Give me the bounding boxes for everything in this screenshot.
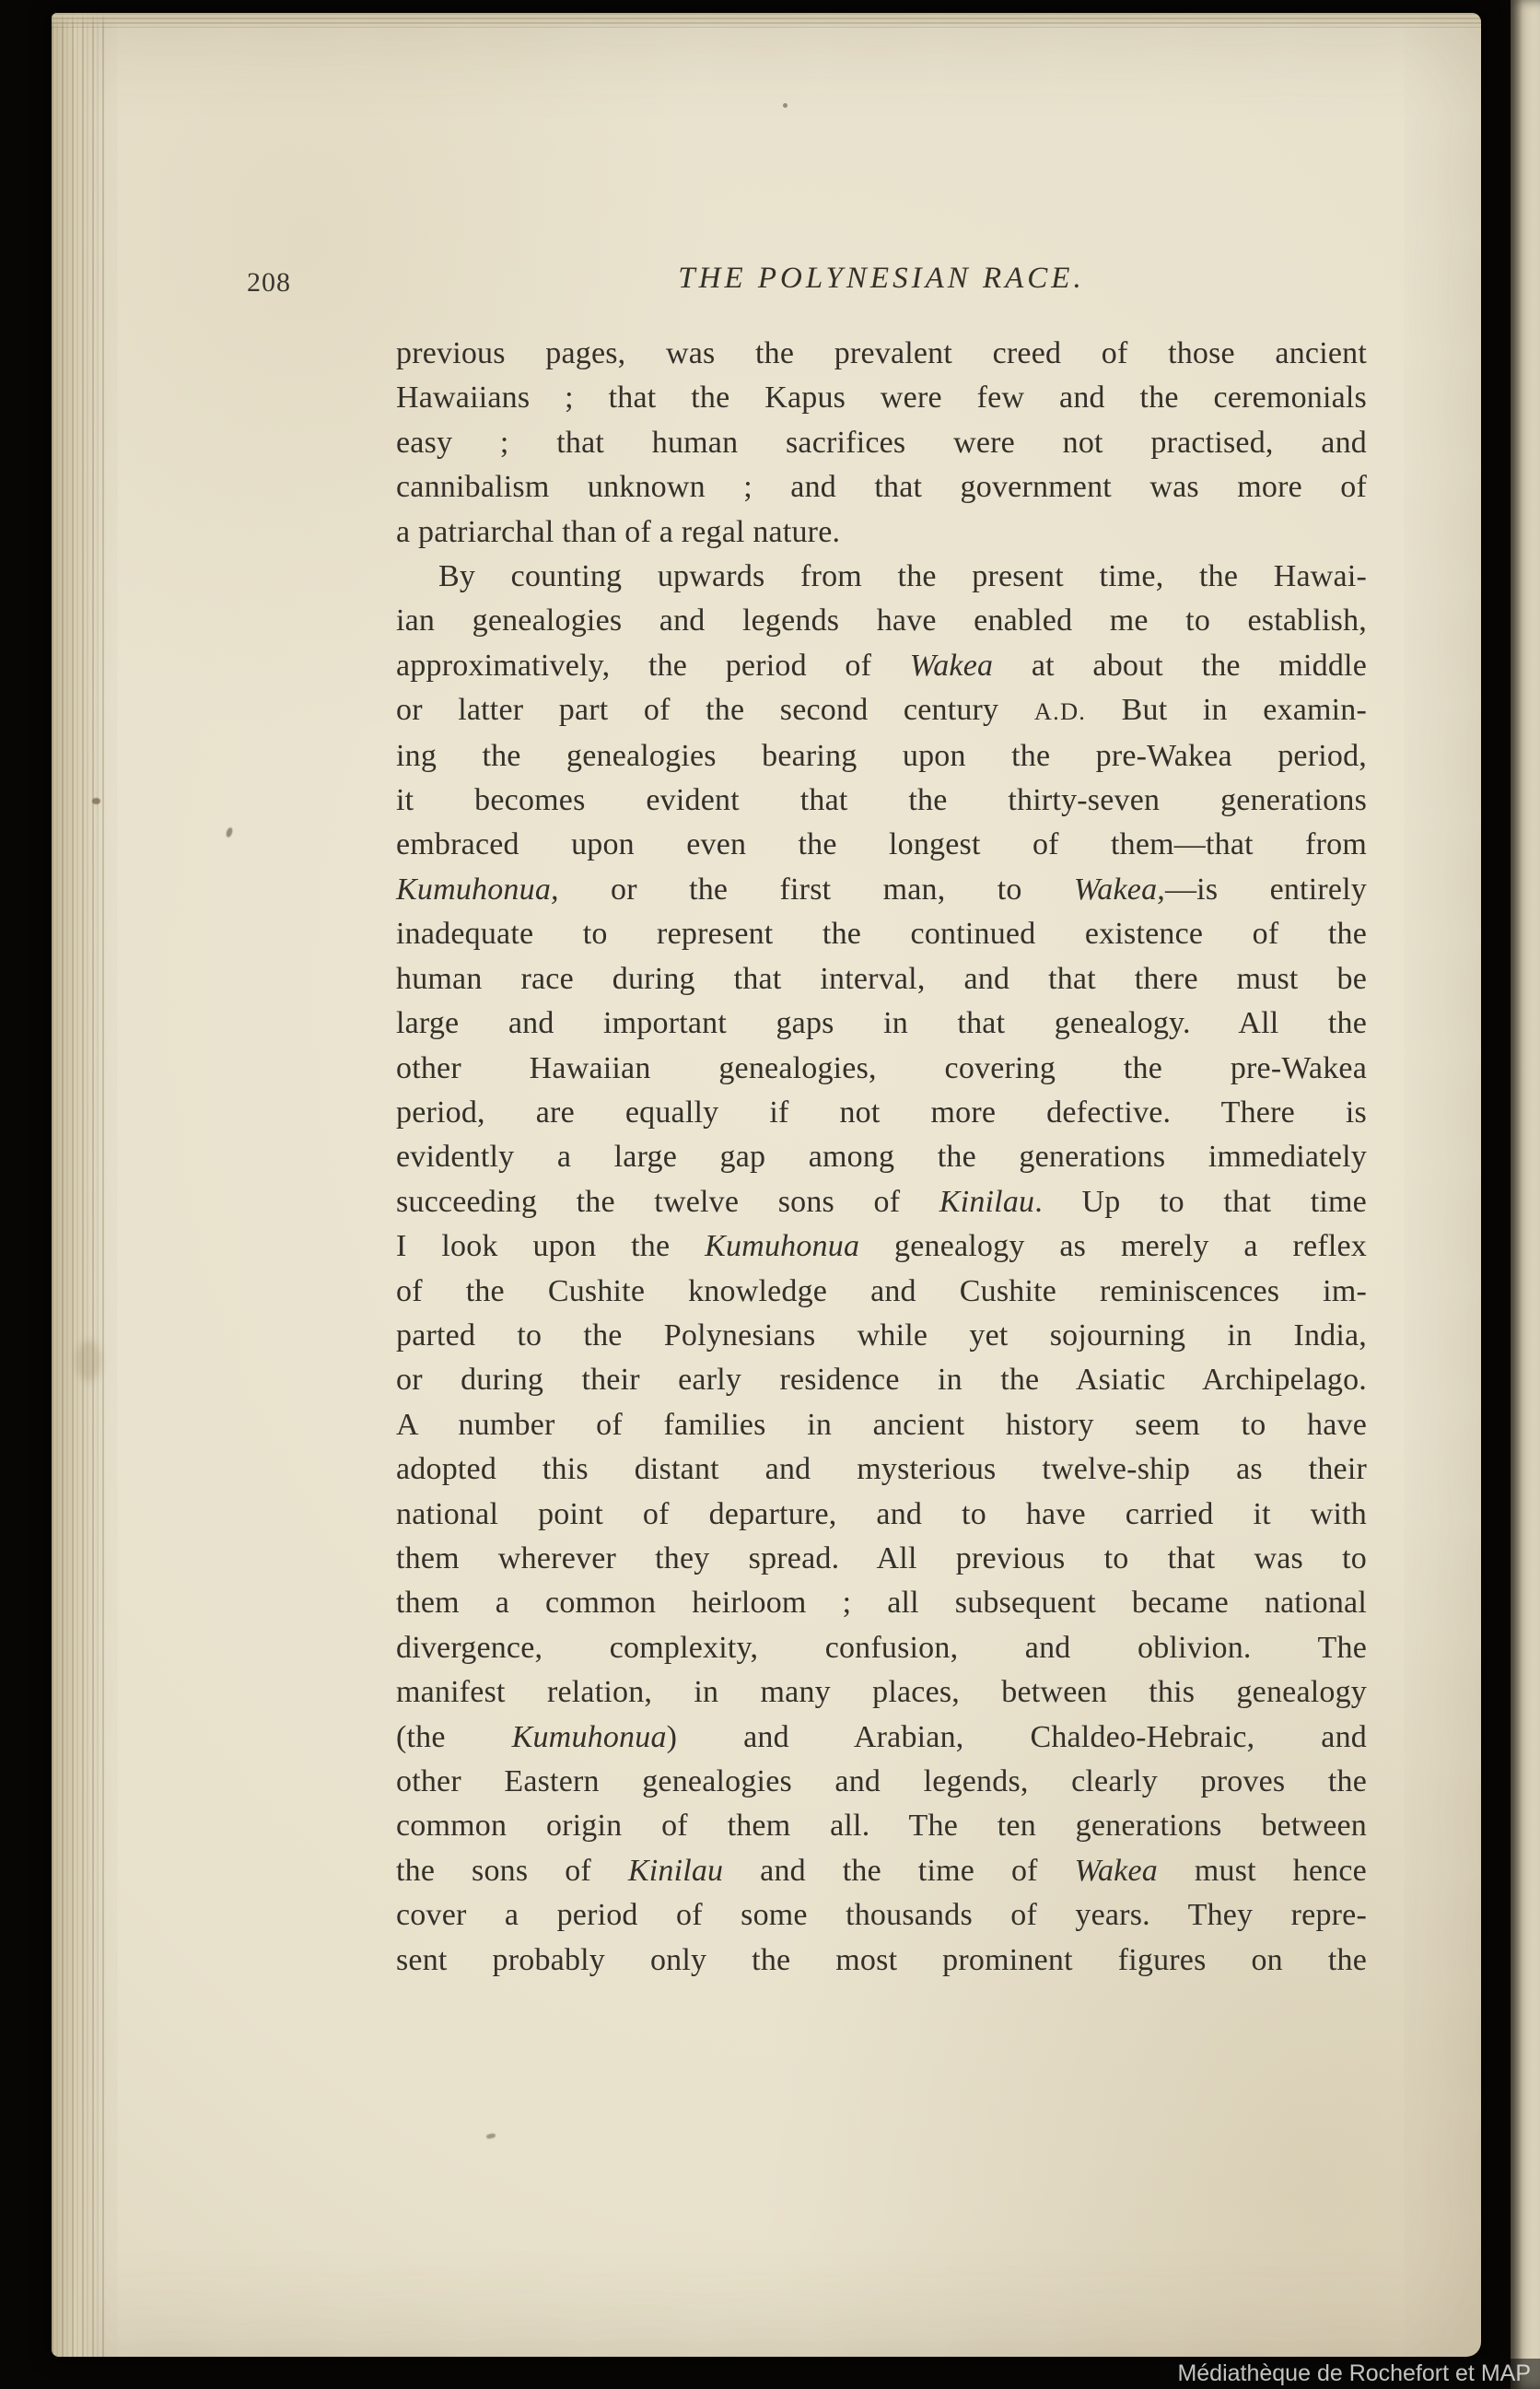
text-line: other Eastern genealogies and legends, clearly proves the <box>396 1764 1367 1798</box>
text-line: human race during that interval, and that there must be <box>396 961 1367 996</box>
text-line: (the Kumuhonua) and Arabian, Chaldeo-Hebraic, and <box>396 1719 1367 1754</box>
text-line: or latter part of the second century A.D. But in examin- <box>396 693 1367 728</box>
text-block <box>247 262 1368 1983</box>
text-line: sent probably only the most prominent figures on the <box>396 1942 1367 1977</box>
deckle-edge-top <box>52 13 1481 28</box>
text-line: Hawaiians ; that the Kapus were few and the ceremonials <box>396 381 1367 416</box>
text-line: other Hawaiian genealogies, covering the pre-Wakea <box>396 1050 1367 1085</box>
text-line: common origin of them all. The ten generations between <box>396 1809 1367 1844</box>
adjacent-page-edge <box>1511 0 1540 2389</box>
text-line: cover a period of some thousands of years. They repre- <box>396 1898 1367 1933</box>
text-line: embraced upon even the longest of them—that from <box>396 827 1367 862</box>
text-line: divergence, complexity, confusion, and oblivion. The <box>396 1630 1367 1665</box>
text-line: them a common heirloom ; all subsequent became national <box>396 1586 1367 1621</box>
text-line: adopted this distant and mysterious twelve-ship as their <box>396 1452 1367 1487</box>
text-line: manifest relation, in many places, between this genealogy <box>396 1675 1367 1710</box>
text-line: a patriarchal than of a regal nature. <box>396 514 841 549</box>
text-line: them wherever they spread. All previous to that was to <box>396 1540 1367 1575</box>
text-line: A number of families in ancient history seem to have <box>396 1407 1367 1442</box>
text-line: previous pages, was the prevalent creed of those ancient <box>396 336 1367 370</box>
text-line: succeeding the twelve sons of Kinilau. Up to that time <box>396 1184 1367 1219</box>
page-number: 208 <box>247 267 291 298</box>
text-line: ing the genealogies bearing upon the pre-Wakea period, <box>396 738 1367 773</box>
text-line: cannibalism unknown ; and that government was more of <box>396 470 1367 505</box>
ink-speck <box>92 798 100 804</box>
book-page <box>52 13 1481 2357</box>
watermark-bar <box>1161 2359 1540 2389</box>
watermark: Médiathèque de Rochefort et MAP <box>1177 2360 1531 2386</box>
text-line: or during their early residence in the Asiatic Archipelago. <box>396 1363 1367 1398</box>
text-line: period, are equally if not more defective. There is <box>396 1095 1367 1130</box>
paper-stain <box>76 1341 101 1381</box>
text-line: of the Cushite knowledge and Cushite reminiscences im- <box>396 1273 1367 1308</box>
body-text <box>396 332 1367 1983</box>
ink-speck <box>783 103 788 108</box>
running-header <box>247 262 1367 308</box>
text-line: parted to the Polynesians while yet sojourning in India, <box>396 1317 1367 1353</box>
text-line: ian genealogies and legends have enabled me to establish, <box>396 603 1367 638</box>
text-line: approximatively, the period of Wakea at about the middle <box>396 648 1367 683</box>
text-line: evidently a large gap among the generations immediately <box>396 1140 1367 1175</box>
text-line: I look upon the Kumuhonua genealogy as merely a reflex <box>396 1229 1367 1264</box>
text-line: it becomes evident that the thirty-seven generations <box>396 783 1367 818</box>
text-line: easy ; that human sacrifices were not practised, and <box>396 425 1367 460</box>
text-line: By counting upwards from the present time, the Hawai- <box>438 559 1367 594</box>
deckle-edge-left <box>52 13 105 2357</box>
text-line: Kumuhonua, or the first man, to Wakea,—is entirely <box>396 872 1368 907</box>
text-line: inadequate to represent the continued existence of the <box>396 917 1367 952</box>
text-line: national point of departure, and to have carried it with <box>396 1496 1367 1531</box>
text-line: large and important gaps in that genealogy. All the <box>396 1006 1367 1041</box>
running-title: THE POLYNESIAN RACE. <box>678 262 1085 295</box>
text-line: the sons of Kinilau and the time of Wakea must hence <box>396 1853 1367 1888</box>
